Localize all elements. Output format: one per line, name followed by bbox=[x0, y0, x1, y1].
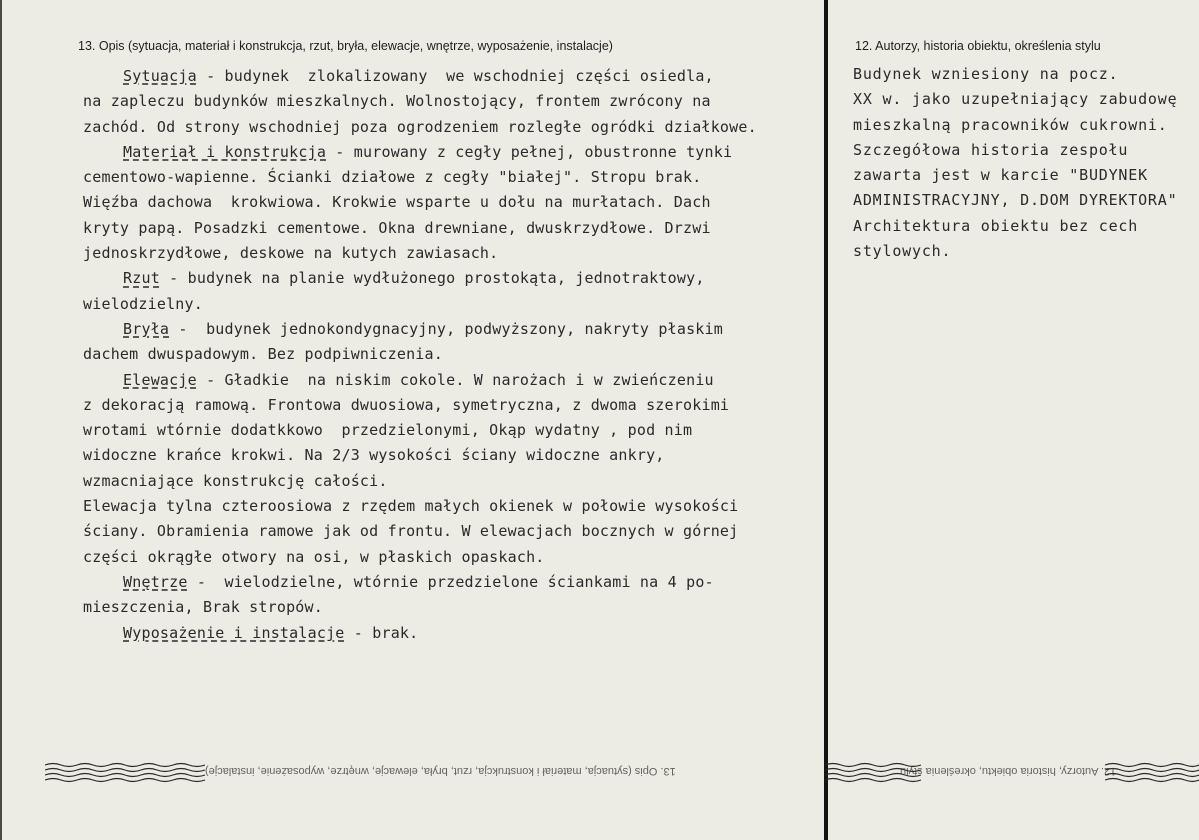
description-line bbox=[83, 443, 757, 468]
line-text: kryty papą. Posadzki cementowe. Okna drewniane, dwuskrzydłowe. Drzwi bbox=[83, 218, 711, 237]
description-text bbox=[83, 64, 757, 646]
line-text: zachód. Od strony wschodniej poza ogrodzeniem rozległe ogródki działkowe. bbox=[83, 117, 757, 136]
description-line bbox=[83, 393, 757, 418]
description-line bbox=[83, 519, 757, 544]
history-line: mieszkalną pracowników cukrowni. bbox=[853, 115, 1168, 134]
section-heading: Bryła bbox=[123, 319, 170, 338]
description-line bbox=[83, 494, 757, 519]
right-section-header: 12. Autorzy, historia obiektu, określenia stylu bbox=[855, 39, 1101, 53]
left-section-header: 13. Opis (sytuacja, materiał i konstrukcja, rzut, bryła, elewacje, wnętrze, wyposażenie, instalacje) bbox=[78, 39, 613, 53]
section-heading: Wnętrze bbox=[123, 572, 188, 591]
description-line bbox=[83, 342, 757, 367]
history-line: stylowych. bbox=[853, 242, 952, 261]
section-heading: Materiał i konstrukcja bbox=[123, 142, 327, 161]
history-line: Szczegółowa historia zespołu bbox=[853, 140, 1129, 159]
line-text: - Gładkie na niskim cokole. W narożach i w zwieńczeniu bbox=[196, 370, 714, 389]
history-line: ADMINISTRACYJNY, D.DOM DYREKTORA" bbox=[853, 191, 1178, 210]
line-text: - murowany z cegły pełnej, obustronne tynki bbox=[326, 142, 733, 161]
footer-right-mirrored-text: 12. Autorzy, historia obiektu, określenia stylu bbox=[900, 765, 1117, 777]
line-text: wrotami wtórnie dodatkkowo przedzielonymi, Okąp wydatny , pod nim bbox=[83, 421, 693, 440]
line-text: - budynek na planie wydłużonego prostokąta, jednotraktowy, bbox=[159, 269, 705, 288]
description-line bbox=[83, 368, 757, 393]
description-line bbox=[83, 621, 757, 646]
line-text: mieszczenia, Brak stropów. bbox=[83, 598, 323, 617]
description-line bbox=[83, 115, 757, 140]
line-text: jednoskrzydłowe, deskowe na kutych zawiasach. bbox=[83, 244, 499, 263]
line-text: Więźba dachowa krokwiowa. Krokwie wsparte u dołu na murłatach. Dach bbox=[83, 193, 711, 212]
line-text: - wielodzielne, wtórnie przedzielone ściankami na 4 po- bbox=[187, 572, 714, 591]
line-text: - budynek jednokondygnacyjny, podwyższony, nakryty płaskim bbox=[169, 319, 724, 338]
line-text: dachem dwuspadowym. Bez podpiwniczenia. bbox=[83, 345, 443, 364]
history-line: XX w. jako uzupełniający zabudowę bbox=[853, 90, 1178, 109]
description-line bbox=[83, 140, 757, 165]
description-line bbox=[83, 64, 757, 89]
history-line: zawarta jest w karcie "BUDYNEK bbox=[853, 166, 1148, 185]
description-line bbox=[83, 545, 757, 570]
column-divider bbox=[824, 0, 828, 840]
description-line bbox=[83, 469, 757, 494]
line-text: części okrągłe otwory na osi, w płaskich opaskach. bbox=[83, 547, 545, 566]
description-line bbox=[83, 241, 757, 266]
section-heading: Rzut bbox=[123, 269, 160, 288]
history-text bbox=[853, 62, 1177, 264]
description-line bbox=[83, 190, 757, 215]
line-text: cementowo-wapienne. Ścianki działowe z cegły "białej". Stropu brak. bbox=[83, 168, 702, 187]
description-line bbox=[83, 216, 757, 241]
line-text: - brak. bbox=[344, 623, 419, 642]
line-text: - budynek zlokalizowany we wschodniej części osiedla, bbox=[196, 67, 714, 85]
line-text: z dekoracją ramową. Frontowa dwuosiowa, symetryczna, z dwoma szerokimi bbox=[83, 395, 730, 414]
section-heading: Wyposażenie i instalacje bbox=[123, 623, 345, 642]
description-line bbox=[83, 165, 757, 190]
description-line bbox=[83, 292, 757, 317]
line-text: na zapleczu budynków mieszkalnych. Wolnostojący, frontem zwrócony na bbox=[83, 92, 711, 111]
description-line bbox=[83, 570, 757, 595]
history-line: Architektura obiektu bez cech bbox=[853, 216, 1139, 235]
description-line bbox=[83, 89, 757, 114]
description-line bbox=[83, 266, 757, 291]
description-line bbox=[83, 317, 757, 342]
line-text: ściany. Obramienia ramowe jak od frontu. W elewacjach bocznych w górnej bbox=[83, 522, 739, 541]
description-line bbox=[83, 595, 757, 620]
description-line bbox=[83, 418, 757, 443]
line-text: widoczne krańce krokwi. Na 2/3 wysokości ściany widoczne ankry, bbox=[83, 446, 665, 465]
line-text: wzmacniające konstrukcję całości. bbox=[83, 471, 388, 490]
footer-left-mirrored-text: 13. Opis (sytuacja, materiał i konstrukcja, rzut, bryła, elewacje, wnętrze, wyposażenie, instalacje) bbox=[205, 765, 676, 777]
history-line: Budynek wzniesiony na pocz. bbox=[853, 65, 1119, 83]
section-heading: Elewacje bbox=[123, 370, 197, 389]
line-text: Elewacja tylna czteroosiowa z rzędem małych okienek w połowie wysokości bbox=[83, 497, 739, 516]
line-text: wielodzielny. bbox=[83, 294, 203, 313]
section-heading: Sytuacja bbox=[123, 67, 197, 85]
